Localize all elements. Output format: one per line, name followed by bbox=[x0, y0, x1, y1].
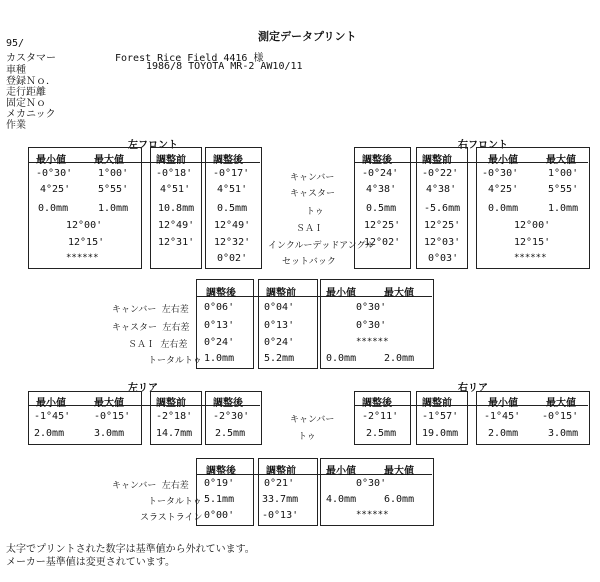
rd-r0-before: 0°21' bbox=[264, 478, 295, 489]
fr-header-before: 調整前 bbox=[422, 155, 452, 166]
fl-r3-after: 12°49' bbox=[214, 220, 251, 231]
rr-r0-min: -1°45' bbox=[484, 411, 521, 422]
fr-r2-after: 0.5mm bbox=[366, 203, 397, 214]
front-label-sai: ＳＡＩ bbox=[296, 224, 324, 234]
rr-r0-after: -2°11' bbox=[362, 411, 399, 422]
fl-r1-min: 4°25' bbox=[40, 184, 71, 195]
rear-left-title: 左リア bbox=[128, 383, 158, 394]
fd-r3-before: 5.2mm bbox=[264, 353, 295, 364]
rl-r1-before: 14.7mm bbox=[156, 428, 193, 439]
fd-r0-min: 0°30' bbox=[356, 302, 387, 313]
fr-r1-max: 5°55' bbox=[548, 184, 579, 195]
rd-r2-min: ****** bbox=[356, 510, 389, 520]
record-number: 95/ bbox=[6, 38, 25, 49]
fl-r0-max: 1°00' bbox=[98, 168, 129, 179]
rl-r0-after: -2°30' bbox=[213, 411, 250, 422]
fr-r5-before: 0°03' bbox=[428, 253, 459, 264]
page-title: 測定データプリント bbox=[258, 30, 357, 43]
front-right-title: 右フロント bbox=[458, 140, 508, 151]
fr-r0-before: -0°22' bbox=[422, 168, 459, 179]
fixed-number-label: 固定Ｎｏ bbox=[6, 98, 46, 109]
rd-header-after: 調整後 bbox=[206, 466, 236, 477]
fl-r5-after: 0°02' bbox=[217, 253, 248, 264]
rd-r1-after: 5.1mm bbox=[204, 494, 235, 505]
fd-r3-min: 0.0mm bbox=[326, 353, 357, 364]
fr-r2-before: -5.6mm bbox=[424, 203, 461, 214]
rr-r0-before: -1°57' bbox=[422, 411, 459, 422]
rear-label-camber: キャンバー bbox=[290, 415, 335, 425]
rd-header-max: 最大値 bbox=[384, 466, 414, 477]
front-label-setback: セットバック bbox=[282, 257, 336, 267]
rear-right-title: 右リア bbox=[458, 383, 488, 394]
rl-r0-before: -2°18' bbox=[156, 411, 193, 422]
rl-r1-min: 2.0mm bbox=[34, 428, 65, 439]
fr-r1-before: 4°38' bbox=[426, 184, 457, 195]
rl-r1-after: 2.5mm bbox=[215, 428, 246, 439]
fd-r3-max: 2.0mm bbox=[384, 353, 415, 364]
rd-r0-after: 0°19' bbox=[204, 478, 235, 489]
fl-header-before: 調整前 bbox=[156, 155, 186, 166]
rd-r2-label: スラストライン bbox=[140, 513, 203, 523]
fd-r1-min: 0°30' bbox=[356, 320, 387, 331]
fl-header-min: 最小値 bbox=[36, 155, 66, 166]
rr-header-min: 最小値 bbox=[488, 398, 518, 409]
fl-r4-min: 12°15' bbox=[68, 237, 105, 248]
fr-r0-min: -0°30' bbox=[482, 168, 519, 179]
fr-header-after: 調整後 bbox=[362, 155, 392, 166]
front-label-included-angle: インクルーデッドアングル bbox=[268, 241, 375, 251]
footer-note-2: メーカー基準値は変更されています。 bbox=[6, 557, 175, 568]
rd-r2-after: 0°00' bbox=[204, 510, 235, 521]
rd-r0-label: キャンバー 左右差 bbox=[112, 481, 189, 491]
registration-label: 登録Ｎｏ． bbox=[6, 76, 56, 87]
fd-r0-after: 0°06' bbox=[204, 302, 235, 313]
customer-label: カスタマー bbox=[6, 53, 56, 64]
rr-header-before: 調整前 bbox=[422, 398, 452, 409]
fr-r3-after: 12°25' bbox=[364, 220, 401, 231]
fr-header-min: 最小値 bbox=[488, 155, 518, 166]
rd-header-min: 最小値 bbox=[326, 466, 356, 477]
customer-value: Forest Rice Field 4416 様 bbox=[115, 53, 264, 64]
fl-r3-min: 12°00' bbox=[66, 220, 103, 231]
fl-r3-before: 12°49' bbox=[158, 220, 195, 231]
fl-header-max: 最大値 bbox=[94, 155, 124, 166]
rear-label-toe: トゥ bbox=[298, 432, 316, 442]
rr-r1-after: 2.5mm bbox=[366, 428, 397, 439]
fl-r1-after: 4°51' bbox=[217, 184, 248, 195]
rl-header-min: 最小値 bbox=[36, 398, 66, 409]
fr-r4-min: 12°15' bbox=[514, 237, 551, 248]
fd-r2-before: 0°24' bbox=[264, 337, 295, 348]
front-label-caster: キャスター bbox=[290, 189, 336, 199]
fr-r3-before: 12°25' bbox=[424, 220, 461, 231]
fr-r5-min: ****** bbox=[514, 253, 547, 263]
rd-r1-before: 33.7mm bbox=[262, 494, 299, 505]
fd-header-max: 最大値 bbox=[384, 288, 414, 299]
fr-r0-after: -0°24' bbox=[362, 168, 399, 179]
fl-r0-before: -0°18' bbox=[156, 168, 193, 179]
fr-r1-min: 4°25' bbox=[488, 184, 519, 195]
fl-r4-before: 12°31' bbox=[158, 237, 195, 248]
fr-r4-after: 12°02' bbox=[364, 237, 401, 248]
vehicle-value: 1986/8 TOYOTA MR-2 AW10/11 bbox=[146, 61, 303, 72]
fd-r2-label: ＳＡＩ 左右差 bbox=[128, 340, 188, 350]
fl-r2-max: 1.0mm bbox=[98, 203, 129, 214]
rd-r2-before: -0°13' bbox=[262, 510, 299, 521]
fl-r2-min: 0.0mm bbox=[38, 203, 69, 214]
fd-header-min: 最小値 bbox=[326, 288, 356, 299]
fd-header-before: 調整前 bbox=[266, 288, 296, 299]
rr-header-after: 調整後 bbox=[362, 398, 392, 409]
rl-header-after: 調整後 bbox=[213, 398, 243, 409]
vehicle-label: 車種 bbox=[6, 65, 26, 76]
fr-r2-max: 1.0mm bbox=[548, 203, 579, 214]
fl-r2-before: 10.8mm bbox=[158, 203, 195, 214]
rl-r0-max: -0°15' bbox=[94, 411, 131, 422]
fl-r2-after: 0.5mm bbox=[217, 203, 248, 214]
rd-header-before: 調整前 bbox=[266, 466, 296, 477]
rl-header-before: 調整前 bbox=[156, 398, 186, 409]
rd-r1-label: トータルトゥ bbox=[148, 497, 202, 507]
fr-r4-before: 12°03' bbox=[424, 237, 461, 248]
fr-header-max: 最大値 bbox=[546, 155, 576, 166]
fr-r0-max: 1°00' bbox=[548, 168, 579, 179]
fd-header-after: 調整後 bbox=[206, 288, 236, 299]
fr-r1-after: 4°38' bbox=[366, 184, 397, 195]
rd-r1-max: 6.0mm bbox=[384, 494, 415, 505]
rl-header-max: 最大値 bbox=[94, 398, 124, 409]
fd-r1-label: キャスター 左右差 bbox=[112, 323, 190, 333]
rd-r1-min: 4.0mm bbox=[326, 494, 357, 505]
fr-r2-min: 0.0mm bbox=[488, 203, 519, 214]
mechanic-label: メカニック bbox=[6, 109, 56, 120]
mileage-label: 走行距離 bbox=[6, 87, 46, 98]
fl-r0-min: -0°30' bbox=[36, 168, 73, 179]
fd-r3-after: 1.0mm bbox=[204, 353, 235, 364]
fd-r0-before: 0°04' bbox=[264, 302, 295, 313]
rd-r0-min: 0°30' bbox=[356, 478, 387, 489]
fl-r5-min: ****** bbox=[66, 253, 99, 263]
fl-r1-before: 4°51' bbox=[160, 184, 191, 195]
rr-r1-max: 3.0mm bbox=[548, 428, 579, 439]
fd-r0-label: キャンバー 左右差 bbox=[112, 305, 189, 315]
fd-r1-before: 0°13' bbox=[264, 320, 295, 331]
fr-r3-min: 12°00' bbox=[514, 220, 551, 231]
fl-header-after: 調整後 bbox=[213, 155, 243, 166]
fd-r1-after: 0°13' bbox=[204, 320, 235, 331]
front-label-camber: キャンバー bbox=[290, 173, 335, 183]
fd-r2-min: ****** bbox=[356, 337, 389, 347]
front-label-toe: トゥ bbox=[306, 207, 324, 217]
remark-label: 作業 bbox=[6, 120, 26, 131]
rr-r0-max: -0°15' bbox=[542, 411, 579, 422]
rr-r1-min: 2.0mm bbox=[488, 428, 519, 439]
footer-note-1: 太字でプリントされた数字は基準値から外れています。 bbox=[6, 544, 255, 555]
rr-r1-before: 19.0mm bbox=[422, 428, 459, 439]
fl-r1-max: 5°55' bbox=[98, 184, 129, 195]
fd-r2-after: 0°24' bbox=[204, 337, 235, 348]
front-left-title: 左フロント bbox=[128, 140, 178, 151]
rl-r0-min: -1°45' bbox=[34, 411, 71, 422]
fd-r3-label: トータルトゥ bbox=[148, 356, 202, 366]
fl-r4-after: 12°32' bbox=[214, 237, 251, 248]
rr-header-max: 最大値 bbox=[546, 398, 576, 409]
fl-r0-after: -0°17' bbox=[213, 168, 250, 179]
rl-r1-max: 3.0mm bbox=[94, 428, 125, 439]
